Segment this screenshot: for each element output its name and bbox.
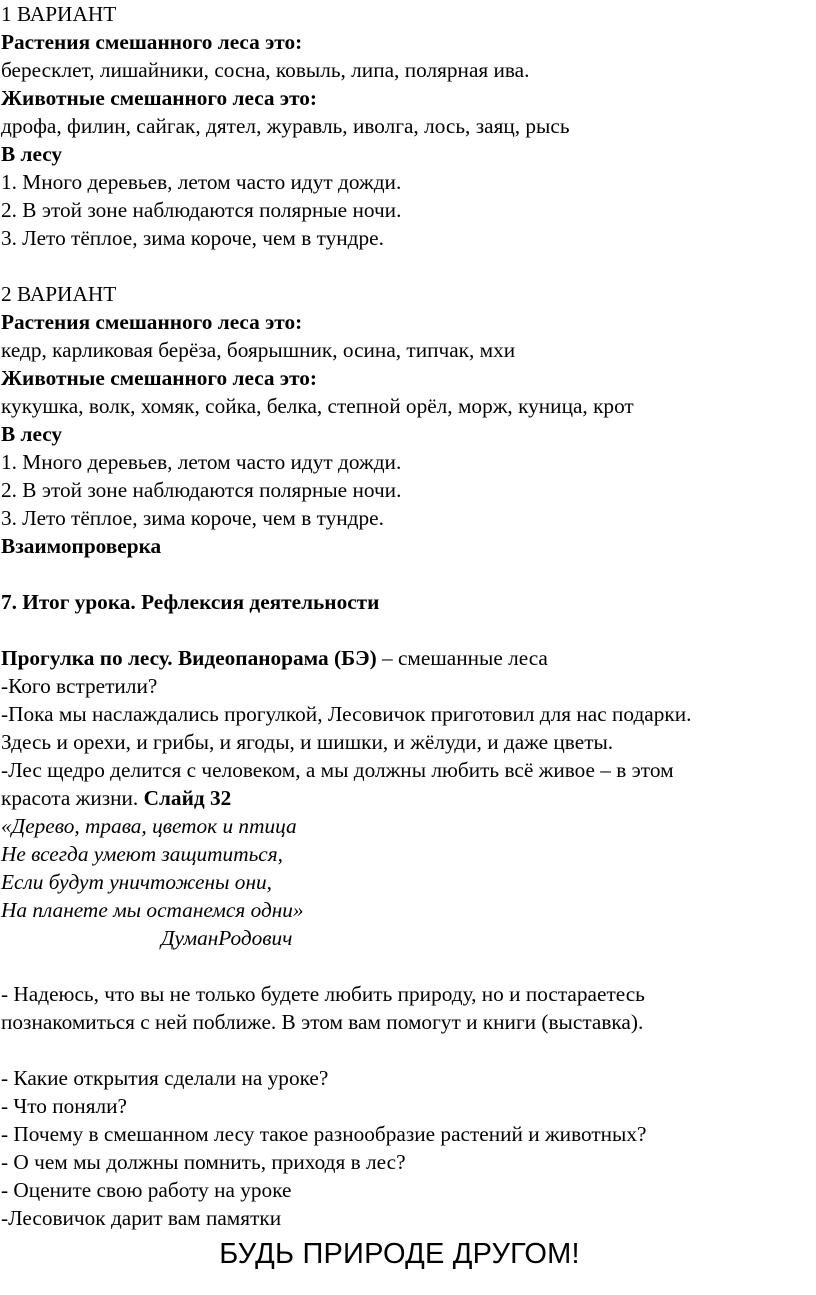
variant-1-animals-heading: Животные смешанного леса это: <box>1 86 318 110</box>
variant-1-title: 1 ВАРИАНТ <box>1 2 117 26</box>
walk-last-line-text: красота жизни. <box>1 786 144 810</box>
variant-2-plants-heading: Растения смешанного леса это: <box>1 310 303 334</box>
walk-line: Здесь и орехи, и грибы, и ягоды, и шишки, и жёлуди, и даже цветы. <box>1 730 614 754</box>
closing-paragraph <box>1 980 816 1036</box>
poem-line: «Дерево, трава, цветок и птица <box>1 814 297 838</box>
walk-line: -Пока мы наслаждались прогулкой, Лесовичок приготовил для нас подарки. <box>1 702 692 726</box>
variant-2-animals-list: кукушка, волк, хомяк, сойка, белка, степной орёл, морж, куница, крот <box>1 394 634 418</box>
variant-2-plants-list: кедр, карликовая берёза, боярышник, осина, типчак, мхи <box>1 338 516 362</box>
question-line: - Какие открытия сделали на уроке? <box>1 1066 329 1090</box>
question-line: - Почему в смешанном лесу такое разнообразие растений и животных? <box>1 1122 647 1146</box>
walk-last-line <box>1 784 816 812</box>
spacer <box>1 952 816 980</box>
walk-line: -Лес щедро делится с человеком, а мы должны любить всё живое – в этом <box>1 758 674 782</box>
slide-label: Слайд 32 <box>143 786 232 810</box>
variant-2-animals-heading: Животные смешанного леса это: <box>1 366 318 390</box>
variant-2-statement: 3. Лето тёплое, зима короче, чем в тундре. <box>1 506 384 530</box>
poem <box>1 812 816 952</box>
poem-line: На планете мы останемся одни» <box>1 898 304 922</box>
poem-author: ДуманРодович <box>161 926 293 950</box>
peer-check-label: Взаимопроверка <box>1 534 162 558</box>
footer-slogan: БУДЬ ПРИРОДЕ ДРУГОМ! <box>219 1238 580 1270</box>
spacer <box>1 252 816 280</box>
section-7-heading: 7. Итог урока. Рефлексия деятельности <box>1 590 380 614</box>
reflection-questions <box>1 1064 816 1232</box>
closing-line: познакомиться с ней поближе. В этом вам помогут и книги (выставка). <box>1 1010 644 1034</box>
walk-line: -Кого встретили? <box>1 674 158 698</box>
spacer <box>1 1036 816 1064</box>
spacer <box>1 616 816 644</box>
variant-2-forest-heading: В лесу <box>1 422 63 446</box>
variant-1-forest-heading: В лесу <box>1 142 63 166</box>
variant-2-statement: 2. В этой зоне наблюдаются полярные ночи. <box>1 478 402 502</box>
poem-line: Не всегда умеют защититься, <box>1 842 283 866</box>
variant-1 <box>1 0 816 252</box>
walk-title-line <box>1 644 816 672</box>
forest-walk <box>1 644 816 812</box>
variant-1-statement: 2. В этой зоне наблюдаются полярные ночи. <box>1 198 402 222</box>
variant-2 <box>1 280 816 560</box>
variant-2-title: 2 ВАРИАНТ <box>1 282 117 306</box>
question-line: -Лесовичок дарит вам памятки <box>1 1206 282 1230</box>
walk-title-rest: – смешанные леса <box>376 646 548 670</box>
question-line: - О чем мы должны помнить, приходя в лес? <box>1 1150 406 1174</box>
variant-1-animals-list: дрофа, филин, сайгак, дятел, журавль, иволга, лось, заяц, рысь <box>1 114 570 138</box>
variant-1-statement: 1. Много деревьев, летом часто идут дожди. <box>1 170 402 194</box>
question-line: - Что поняли? <box>1 1094 127 1118</box>
walk-title-bold: Прогулка по лесу. Видеопанорама (БЭ) <box>1 646 377 670</box>
variant-1-statement: 3. Лето тёплое, зима короче, чем в тундре. <box>1 226 384 250</box>
spacer <box>1 560 816 588</box>
poem-line: Если будут уничтожены они, <box>1 870 272 894</box>
variant-1-plants-heading: Растения смешанного леса это: <box>1 30 303 54</box>
variant-1-plants-list: бересклет, лишайники, сосна, ковыль, липа, полярная ива. <box>1 58 530 82</box>
closing-line: - Надеюсь, что вы не только будете любить природу, но и постараетесь <box>1 982 645 1006</box>
question-line: - Оцените свою работу на уроке <box>1 1178 292 1202</box>
variant-2-statement: 1. Много деревьев, летом часто идут дожди. <box>1 450 402 474</box>
